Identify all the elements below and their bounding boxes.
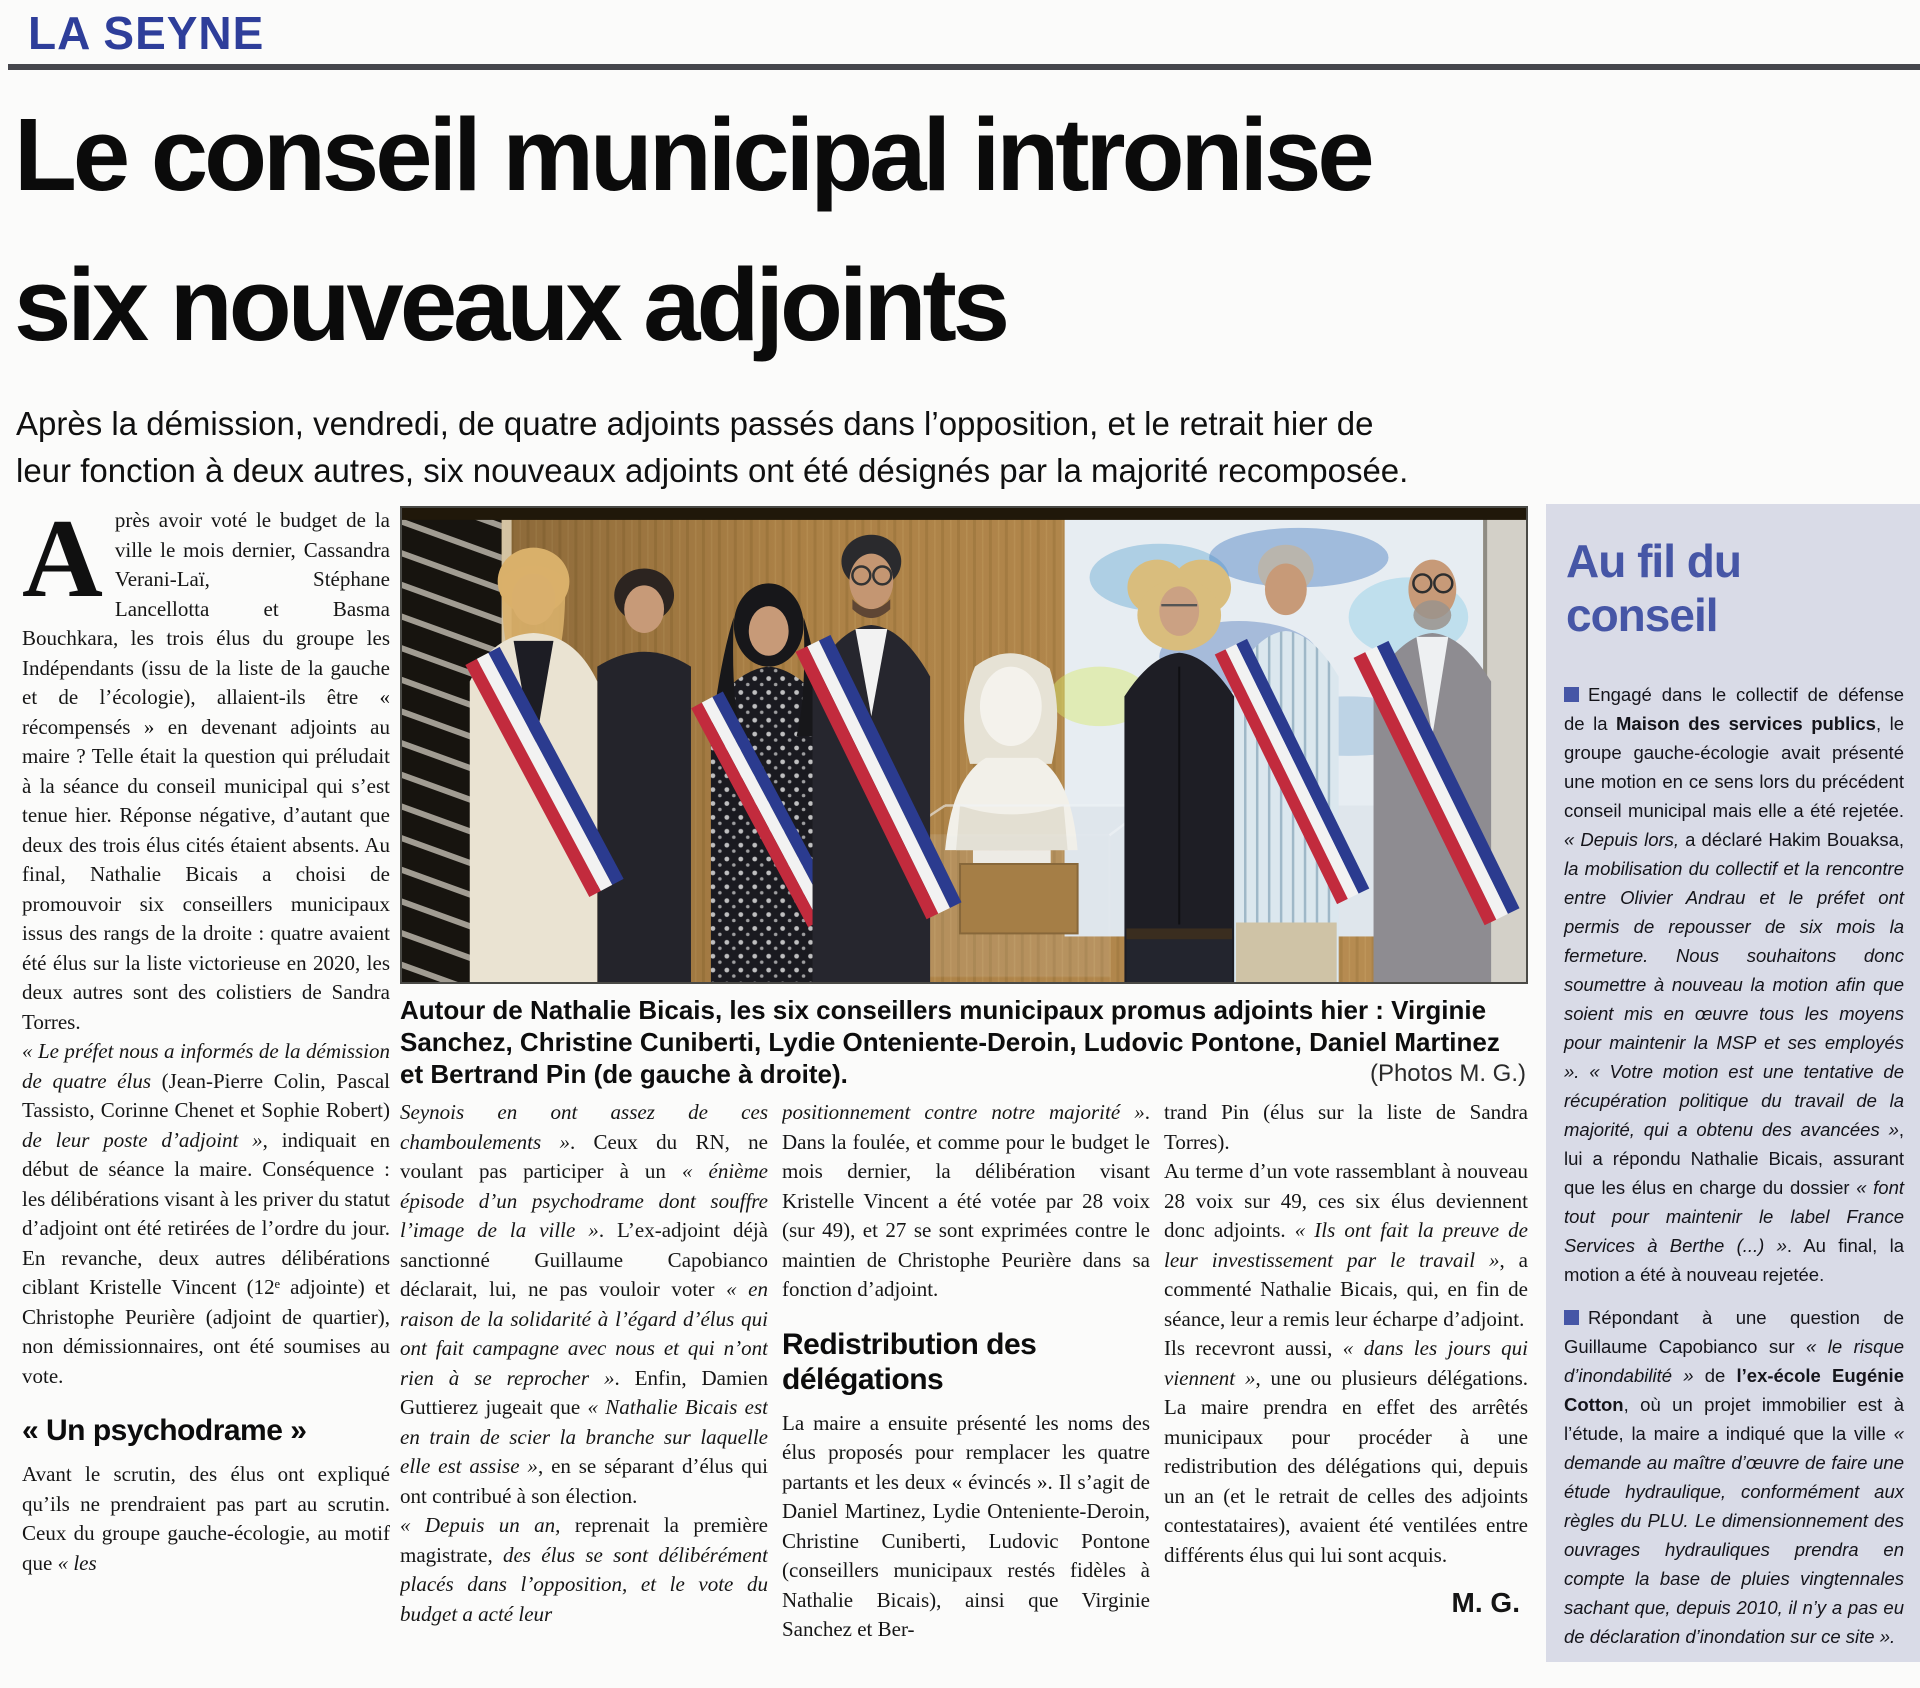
article-column-3: [782, 1098, 1150, 1688]
headline: [14, 80, 1909, 380]
headline-line-1: Le conseil municipal intronise: [14, 97, 1371, 212]
paragraph: Ils recevront aussi, « dans les jours qui viennent », une ou plusieurs délégations. La maire prendra en effet des arrêtés municipaux pour procéder à une redistribution des délégations qui, depuis un an (et le retrait de celles des adjoints contestataires), avaient été ventilées entre différents élus qui lui sont acquis.: [1164, 1336, 1528, 1567]
paragraph: trand Pin (élus sur la liste de Sandra Torres).: [1164, 1100, 1528, 1154]
deck-line-1: Après la démission, vendredi, de quatre adjoints passés dans l’opposition, et le retrait hier de: [16, 405, 1374, 442]
photo-top-shadow: [402, 508, 1526, 520]
article-column-4: [1164, 1098, 1528, 1688]
paragraph: positionnement contre notre majorité ». Dans la foulée, et comme pour le budget le mois dernier, la délibération visant Kristelle Vincent a été votée par 28 voix (sur 49), et 27 se sont exprimées contre le maintien de Christophe Peurière dans sa fonction d’adjoint.: [782, 1100, 1150, 1301]
subhead-redistribution: Redistribution des délégations: [782, 1327, 1037, 1396]
sidebar-title: Au fil du conseil: [1566, 535, 1741, 641]
sidebar-au-fil-du-conseil: [1546, 504, 1920, 1662]
paragraph: « Depuis un an, reprenait la première magistrate, des élus se sont délibérément placés dans l’opposition, et le vote du budget a acté leur: [400, 1513, 768, 1626]
person-curly-blonde: [1124, 560, 1234, 982]
bullet-square-icon: [1564, 687, 1579, 702]
paragraph: La maire a ensuite présenté les noms des élus proposés pour remplacer les quatre partants et les deux « évincés ». Il s’agit de Daniel Martinez, Lydie Onteniente-Deroin, Christine Cuniberti, Ludovic Pontone (conseillers municipaux restés fidèles à Nathalie Bicais), ainsi que Virginie Sanchez et Ber-: [782, 1410, 1150, 1641]
paragraph: Seynois en ont assez de ces chamboulements ». Ceux du RN, ne voulant pas participer à un « énième épisode d’un psychodrame dont souffre l’image de la ville ». L’ex-adjoint déjà sanctionné Guillaume Capobianco déclarait, lui, ne pas vouloir voter « en raison de la solidarité à l’égard d’élus qui ont fait campagne avec nous et qui n’ont rien à se reprocher ». Enfin, Damien Guttierez jugeait que « Nathalie Bicais est en train de scier la branche sur laquelle elle est assise », en se séparant d’élus qui ont contribué à son élection.: [400, 1100, 768, 1508]
photo: [400, 506, 1528, 984]
subhead-psychodrame: « Un psychodrame »: [22, 1414, 307, 1447]
photo-credit: (Photos M. G.): [1369, 1060, 1526, 1087]
photo-caption: Autour de Nathalie Bicais, les six conseillers municipaux promus adjoints hier : Virginie Sanchez, Christine Cuniberti, Lydie Onteniente-Deroin, Ludovic Pontone, Daniel Martinez et Bertrand Pin (de gauche à droite). (Photos M. G.): [400, 995, 1526, 1089]
paragraph: Au terme d’un vote rassemblant à nouveau 28 voix sur 49, ces six élus deviennent donc adjoints. « Ils ont fait la preuve de leur investissement par le travail », a commenté Nathalie Bicais, qui, en fin de séance, leur a remis leur écharpe d’adjoint.: [1164, 1159, 1528, 1331]
section-kicker: LA SEYNE: [28, 7, 265, 59]
header-rule: [8, 64, 1920, 70]
article-column-2: [400, 1098, 768, 1688]
sidebar-item: Engagé dans le collectif de défense de la Maison des services publics, le groupe gauche-écologie avait présenté une motion en ce sens lors du précédent conseil municipal mais elle a été rejetée. « Depuis lors, a déclaré Hakim Bouaksa, la mobilisation du collectif et la rencontre entre Olivier Andrau et le préfet ont permis de repousser de six mois la fermeture. Nous souhaitons donc soumettre à nouveau la motion afin que soient mis en œuvre tous les moyens pour maintenir la MSP et ses employés ». « Votre motion est une tentative de récupération politique du travail de la majorité, qui a obtenu des avancées », lui a répondu Nathalie Bicais, assurant que les élus en charge du dossier « font tout pour maintenir le label France Services à Berthe (...) ». Au final, la motion a été à nouveau rejetée.: [1564, 684, 1904, 1285]
headline-line-2: six nouveaux adjoints: [14, 247, 1007, 362]
paragraph: Avant le scrutin, des élus ont expliqué qu’ils ne prendraient pas part au scrutin. Ceux du groupe gauche-écologie, au motif que « les: [22, 1462, 390, 1575]
bullet-square-icon: [1564, 1310, 1579, 1325]
paragraph: « Le préfet nous a informés de la démission de quatre élus (Jean-Pierre Colin, Pascal Tassisto, Corinne Chenet et Sophie Robert) de leur poste d’adjoint », indiquait en début de séance la maire. Conséquence : les délibérations visant à les priver du statut d’adjoint ont été retirées de l’ordre du jour. En revanche, deux autres délibérations ciblant Kristelle Vincent (12ᵉ adjointe) et Christophe Peurière (adjoint de quartier), non démissionnaires, ont été soumises au vote.: [22, 1039, 390, 1388]
deck-line-2: leur fonction à deux autres, six nouveaux adjoints ont été désignés par la majorité recomposée.: [16, 452, 1409, 489]
drop-cap: A: [22, 506, 103, 621]
deck: [16, 400, 1601, 494]
byline: M. G.: [1451, 1587, 1520, 1618]
paragraph: Après avoir voté le budget de la ville le mois dernier, Cassandra Verani-Laï, Stéphane Lancellotta et Basma Bouchkara, les trois élus du groupe les Indépendants (issu de la liste de la gauche et de l’écologie), allaient-ils être « récompensés » en devenant adjoints au maire ? Telle était la question qui préludait à la séance du conseil municipal qui s’est tenue hier. Réponse négative, d’autant que deux des trois élus cités étaient absents. Au final, Nathalie Bicais a choisi de promouvoir six conseillers municipaux issus des rangs de la droite : quatre avaient été élus sur la liste victorieuse en 2020, les deux autres sont des colistiers de Sandra Torres.: [22, 506, 390, 1034]
council-photo-illustration: [402, 508, 1526, 982]
sidebar-item: Répondant à une question de Guillaume Capobianco sur « le risque d’inondabilité » de l’ex-école Eugénie Cotton, où un projet immobilier est à l’étude, la maire a indiqué que la ville « demande au maître d’œuvre de faire une étude hydraulique, conformément aux règles du PLU. Le dimensionnement des ouvrages hydrauliques prendra en compte la base de pluies vingtennales sachant que, depuis 2010, il n’y a pas eu de déclaration d’inondation sur ce site ».: [1564, 1307, 1904, 1647]
article-column-1: [22, 506, 390, 1688]
